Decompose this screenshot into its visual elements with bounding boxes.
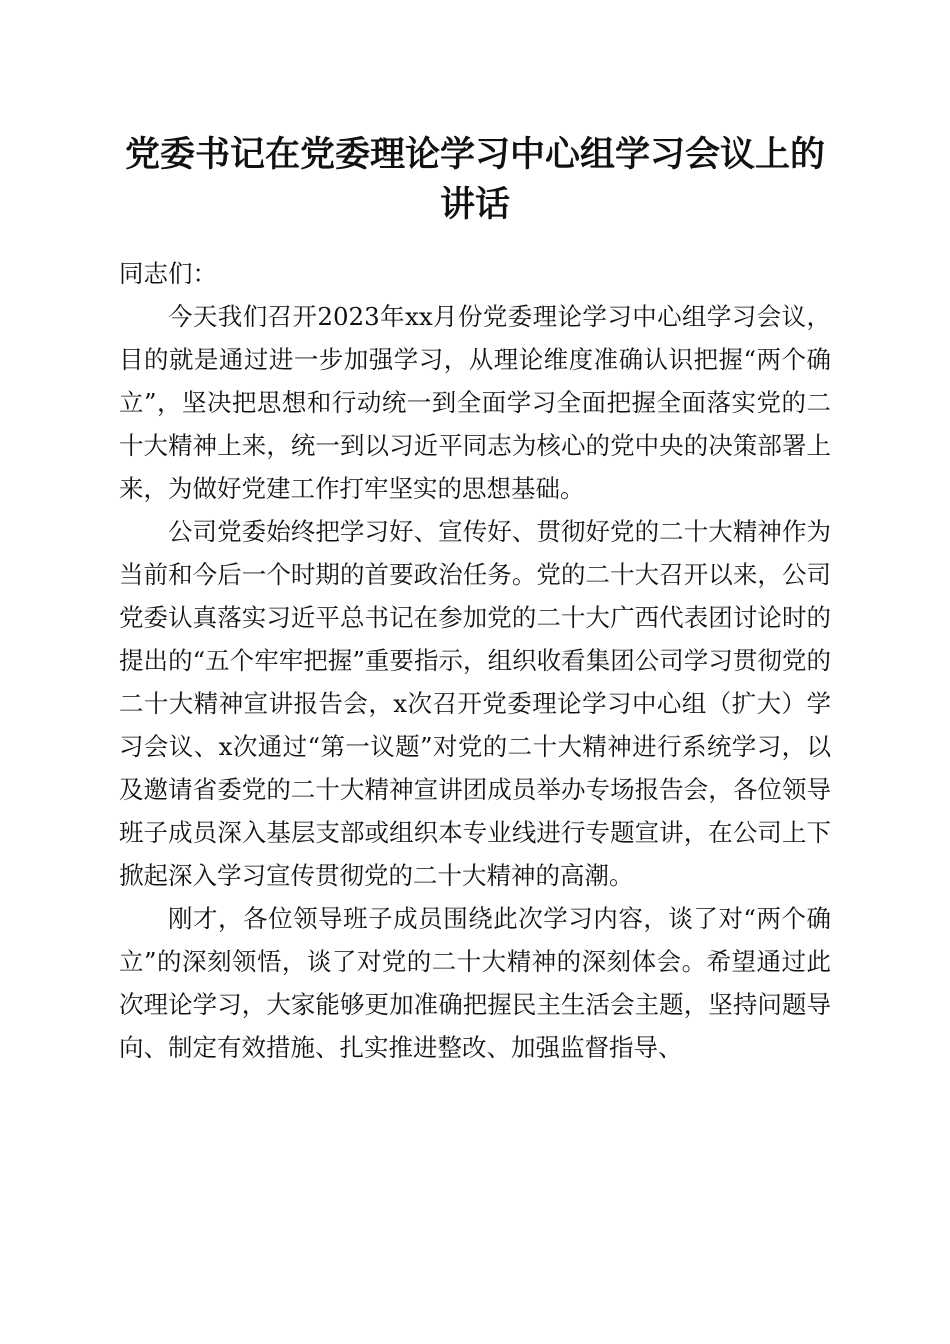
title-line-1: 党委书记在党委理论学习中心组学习会议上的 [124,134,825,175]
paragraph-2: 公司党委始终把学习好、宣传好、贯彻好党的二十大精神作为当前和今后一个时期的首要政治任务。党的二十大召开以来，公司党委认真落实习近平总书记在参加党的二十大广西代表团讨论时的提出的“五个牢牢把握”重要指示，组织收看集团公司学习贯彻党的二十大精神宣讲报告会，x次召开党委理论学习中心组（扩大）学习会议、x次通过“第一议题”对党的二十大精神进行系统学习，以及邀请省委党的二十大精神宣讲团成员举办专场报告会，各位领导班子成员深入基层支部或组织本专业线进行专题宣讲，在公司上下掀起深入学习宣传贯彻党的二十大精神的高潮。 [119,517,831,890]
title-line-2: 讲话 [439,184,510,225]
salutation: 同志们： [119,259,217,288]
paragraph-1: 今天我们召开2023年xx月份党委理论学习中心组学习会议，目的就是通过进一步加强学习，从理论维度准确认识把握“两个确立”，坚决把思想和行动统一到全面学习全面把握全面落实党的二十大精神上来，统一到以习近平同志为核心的党中央的决策部署上来，为做好党建工作打牢坚实的思想基础。 [119,302,831,503]
paragraph-3: 刚才，各位领导班子成员围绕此次学习内容，谈了对“两个确立”的深刻领悟，谈了对党的二十大精神的深刻体会。希望通过此次理论学习，大家能够更加准确把握民主生活会主题，坚持问题导向、制定有效措施、扎实推进整改、加强监督指导、 [119,904,831,1062]
document-title [100,130,850,230]
document-body [119,252,831,1069]
